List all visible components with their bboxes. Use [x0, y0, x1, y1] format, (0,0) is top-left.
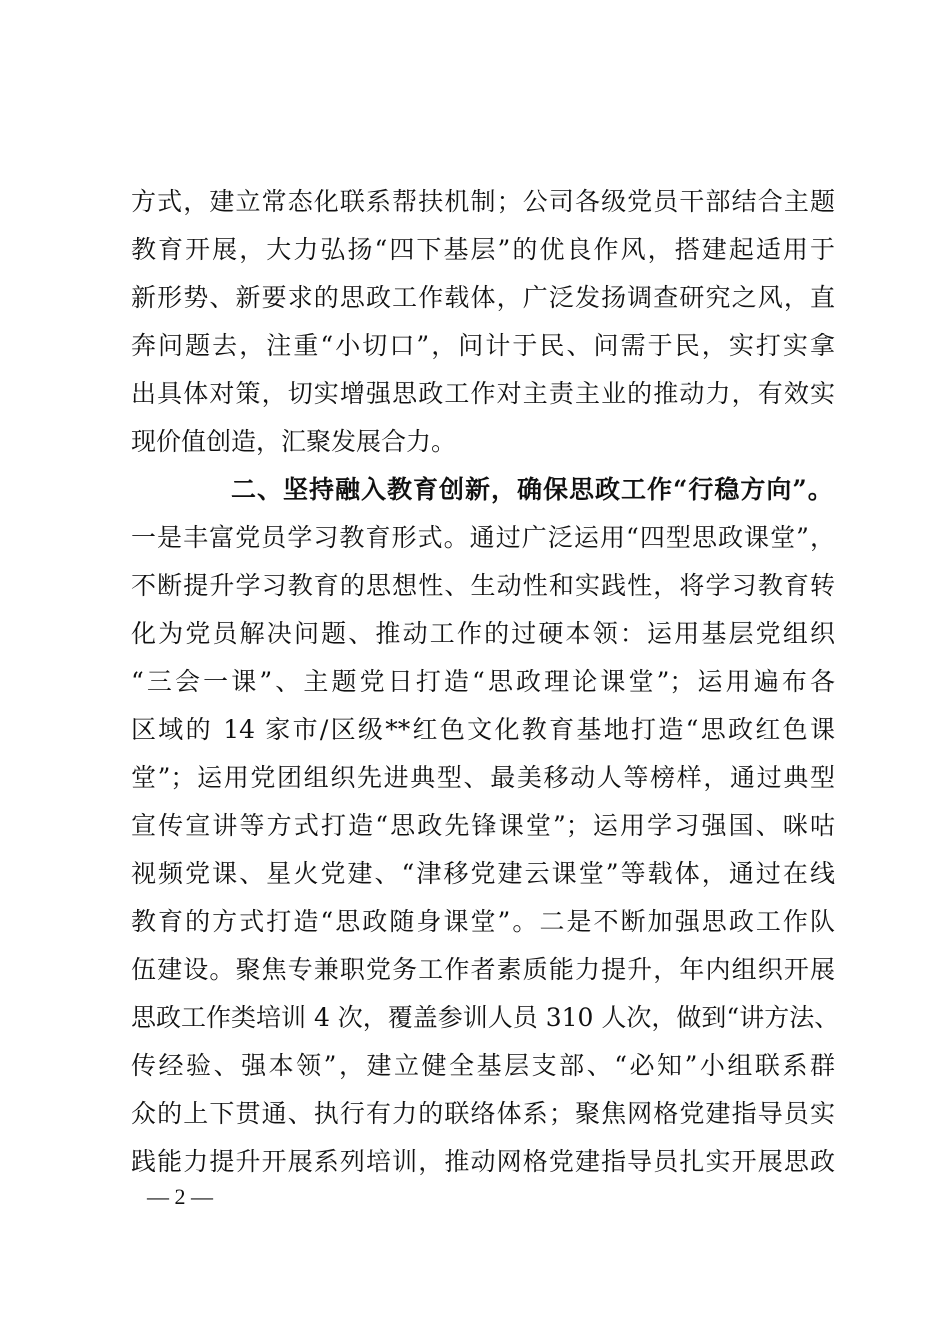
body-line: 奔问题去，注重“小切口”，问计于民、问需于民，实打实拿: [131, 331, 835, 360]
page-number: — 2 —: [147, 1184, 213, 1209]
body-line: 教育的方式打造“思政随身课堂”。二是不断加强思政工作队: [131, 907, 835, 936]
body-line: 践能力提升开展系列培训，推动网格党建指导员扎实开展思政: [131, 1147, 835, 1176]
body-line: 堂”；运用党团组织先进典型、最美移动人等榜样，通过典型: [131, 763, 835, 792]
body-line: 区域的 14 家市/区级**红色文化教育基地打造“思政红色课: [131, 715, 835, 744]
body-line: 出具体对策，切实增强思政工作对主责主业的推动力，有效实: [131, 379, 835, 408]
body-line: 伍建设。聚焦专兼职党务工作者素质能力提升，年内组织开展: [131, 955, 835, 984]
body-text: [131, 178, 840, 1186]
body-line: 不断提升学习教育的思想性、生动性和实践性，将学习教育转: [131, 571, 835, 600]
body-line: 众的上下贯通、执行有力的联络体系；聚焦网格党建指导员实: [131, 1099, 835, 1128]
body-line: 新形势、新要求的思政工作载体，广泛发扬调查研究之风，直: [131, 283, 835, 312]
section-heading: 二、坚持融入教育创新，确保思政工作“行稳方向”。: [231, 475, 834, 504]
body-line: “三会一课”、主题党日打造“思政理论课堂”；运用遍布各: [131, 667, 835, 696]
body-line: 传经验、强本领”，建立健全基层支部、“必知”小组联系群: [131, 1051, 835, 1080]
body-line: 方式，建立常态化联系帮扶机制；公司各级党员干部结合主题: [131, 187, 835, 216]
body-line: 现价值创造，汇聚发展合力。: [131, 427, 457, 456]
body-line: 宣传宣讲等方式打造“思政先锋课堂”；运用学习强国、咪咕: [131, 811, 835, 840]
body-line: 化为党员解决问题、推动工作的过硬本领：运用基层党组织: [131, 619, 835, 648]
body-line: 教育开展，大力弘扬“四下基层”的优良作风，搭建起适用于: [131, 235, 835, 264]
body-line: 一是丰富党员学习教育形式。通过广泛运用“四型思政课堂”，: [131, 523, 835, 552]
body-line: 视频党课、星火党建、“津移党建云课堂”等载体，通过在线: [131, 859, 835, 888]
body-line: 思政工作类培训 4 次，覆盖参训人员 310 人次，做到“讲方法、: [131, 1003, 840, 1032]
